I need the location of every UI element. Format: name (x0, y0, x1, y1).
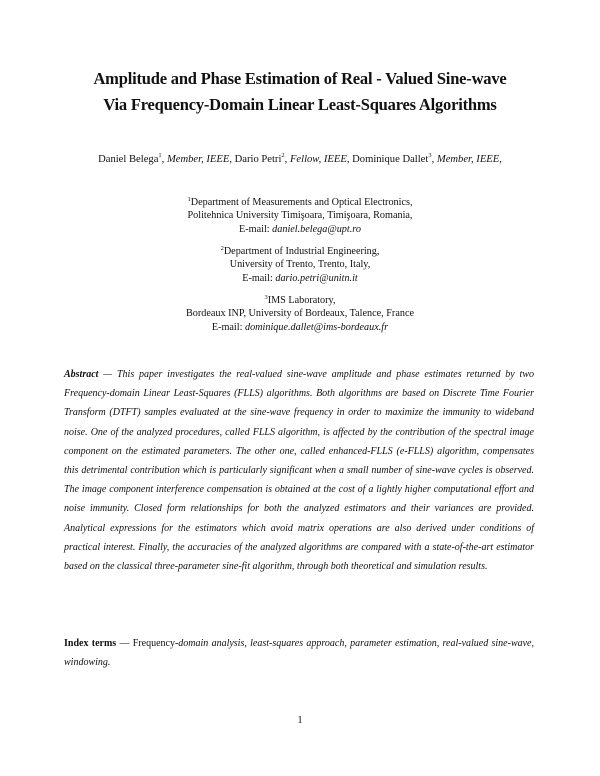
page-number: 1 (297, 715, 303, 726)
author-name: Dominique Dallet (352, 154, 429, 165)
email-label: E-mail: (211, 321, 243, 333)
affiliation-line: Department of Measurements and Optical Electronics, (190, 197, 413, 208)
abstract-text: — This paper investigates the real-valued sine-wave amplitude and phase estimates returned by two Frequency-domain Linear Least-Squares (FLLS) algorithms. Both algorithms are based on Discrete Time Fourier Transform (DTFT) samples evaluated at the sine-wave frequency in order to maximize the immunity to wideband noise. One of the analyzed procedures, called FLLS algorithm, is affected by the contribution of the spectral image component on the estimated parameters. The other one, called enhanced-FLLS (e-FLLS) algorithm, compensates this detrimental contribution which is particularly significant when a small number of sine-wave cycles is observed. The image component interference compensation is obtained at the cost of a lightly higher computational effort and noise immunity. Closed form relationships for both the analyzed estimators and their variances are provided. Analytical expressions for the estimators which avoid matrix operations are also derived under conditions of practical interest. Finally, the accuracies of the analyzed algorithms are compared with a state-of-the-art estimator based on the classical three-parameter sine-fit algorithm, through both theoretical and simulation results. (64, 369, 534, 573)
author-role: Fellow, IEEE (289, 154, 347, 165)
email-address[interactable]: daniel.belega@upt.ro (272, 223, 361, 235)
affiliation-line: IMS Laboratory, (267, 295, 336, 306)
affiliation-block (130, 196, 470, 236)
email-label: E-mail: (239, 223, 270, 235)
author-name: Daniel Belega (98, 154, 159, 165)
author-affiliation-mark: 3 (428, 152, 432, 159)
index-terms-label: Index terms (64, 638, 117, 649)
affiliation-block (130, 294, 470, 334)
affiliation-mark: 2 (220, 245, 224, 252)
affiliation-line: University of Trento, Trento, Italy, (229, 259, 371, 271)
abstract (64, 365, 534, 576)
affiliation-mark: 3 (264, 294, 268, 301)
email-label: E-mail: (242, 272, 273, 284)
affiliation-line: Politehnica University Timişoara, Timişoara, Romania, (187, 210, 413, 222)
affiliation-line: Department of Industrial Engineering, (223, 246, 380, 257)
affiliation-line: Bordeaux INP, University of Bordeaux, Talence, France (186, 308, 414, 320)
affiliation-block (130, 245, 470, 285)
abstract-label: Abstract (64, 369, 99, 380)
author-affiliation-mark: 1 (158, 152, 162, 159)
affiliation-mark: 1 (187, 196, 191, 203)
author-name: Dario Petri (234, 154, 282, 165)
paper-title (40, 66, 560, 118)
title-line-2: Via Frequency-Domain Linear Least-Squares Algorithms (103, 95, 497, 114)
index-terms-dash: — Frequency (116, 638, 175, 649)
author-affiliation-mark: 2 (281, 152, 285, 159)
author-list: Daniel Belega$^1$, Member, IEEE, Dario Petri$^2$, Fellow, IEEE, Dominique Dallet$^3$, Member, IEEE, (98, 152, 502, 165)
email-address[interactable]: dominique.dallet@ims-bordeaux.fr (244, 321, 389, 333)
index-terms (64, 634, 534, 672)
email-address[interactable]: dario.petri@unitn.it (275, 272, 358, 284)
author-role: Member, IEEE (166, 154, 230, 165)
author-role: Member, IEEE (436, 154, 500, 165)
index-terms-text: -domain analysis, least-squares approach, parameter estimation, real-valued sine-wave, windowing. (64, 638, 534, 669)
title-line-1: Amplitude and Phase Estimation of Real - Valued Sine-wave (93, 69, 507, 88)
